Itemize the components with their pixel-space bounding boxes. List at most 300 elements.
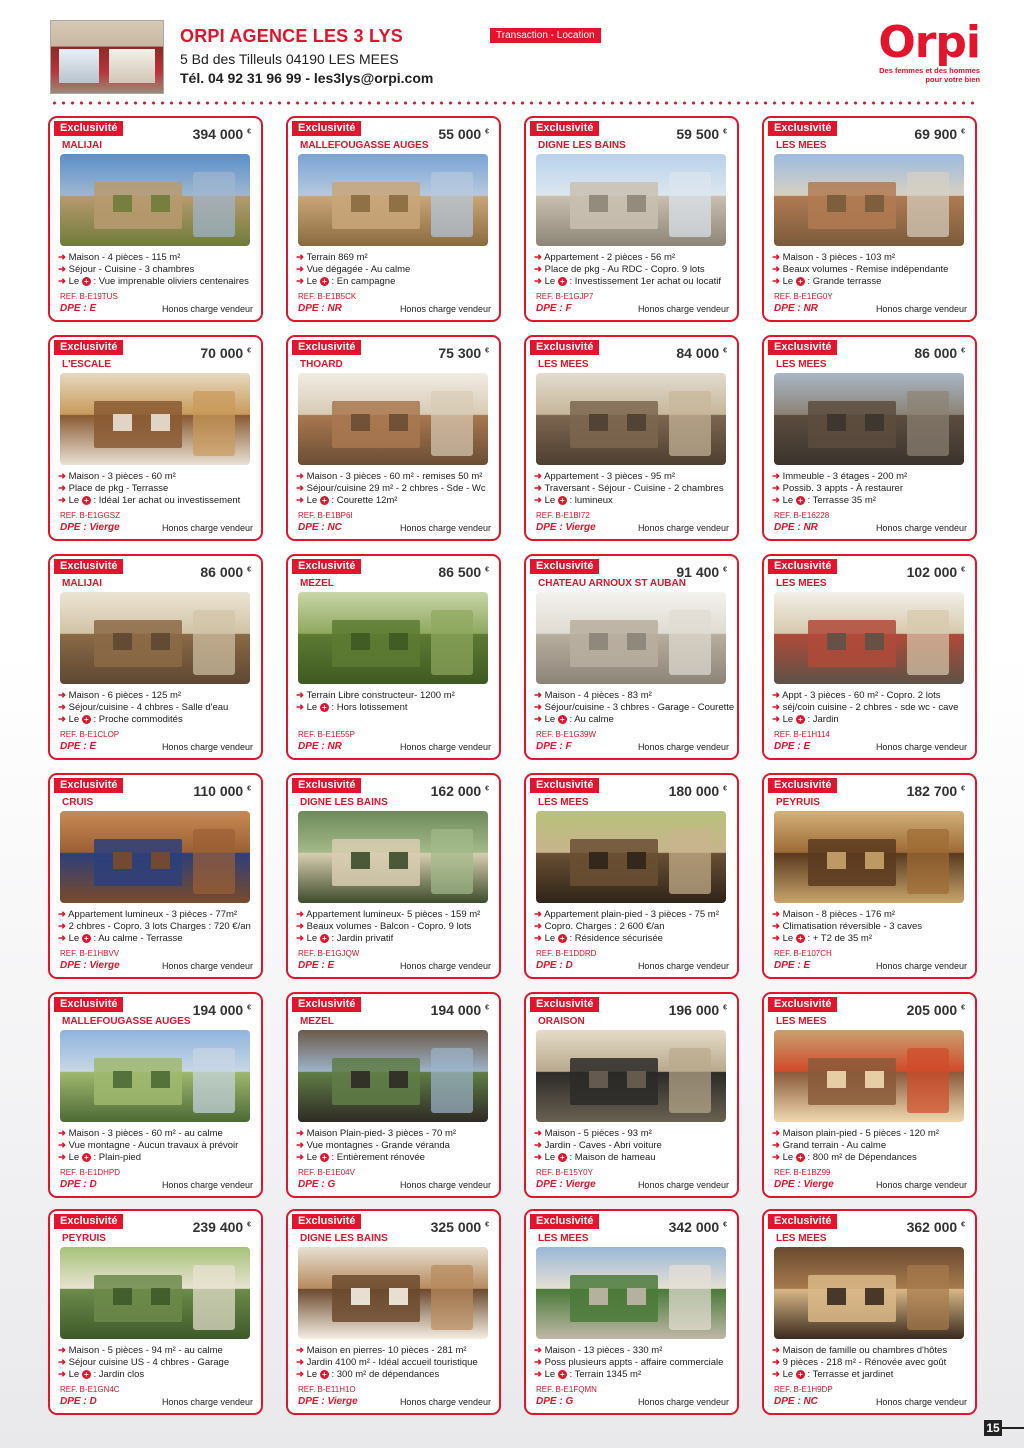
arrow-icon: ➜: [772, 1369, 780, 1380]
feature-text: : Entièrement rénovée: [331, 1152, 425, 1163]
listing-price-value: 102 000: [906, 564, 958, 580]
plus-circle-icon: +: [82, 1153, 91, 1162]
arrow-icon: ➜: [534, 909, 542, 920]
feature-text: : Au calme: [569, 714, 614, 725]
plus-circle-icon: +: [558, 277, 567, 286]
feature-line-1: [534, 909, 719, 920]
listing-price-value: 180 000: [668, 783, 720, 799]
feature-line-2: [534, 921, 665, 932]
feature-text: Maison - 3 pièces - 60 m² - au calme: [68, 1128, 223, 1139]
feature-text: : Hors lotissement: [331, 702, 408, 713]
le-label: Le: [782, 714, 794, 725]
feature-line-2: [58, 702, 228, 713]
exclusivity-badge: Exclusivité: [292, 121, 361, 136]
listing-town: DIGNE LES BAINS: [300, 1233, 388, 1244]
feature-text: : Résidence sécurisée: [569, 933, 663, 944]
listing-card[interactable]: [48, 335, 263, 541]
listing-photo[interactable]: [60, 373, 250, 465]
arrow-icon: ➜: [296, 471, 304, 482]
listing-photo[interactable]: [298, 373, 488, 465]
arrow-icon: ➜: [534, 471, 542, 482]
currency-symbol: €: [485, 1004, 489, 1012]
le-label: Le: [306, 1369, 318, 1380]
listing-town: L'ESCALE: [62, 359, 112, 370]
listing-photo[interactable]: [60, 154, 250, 246]
logo-tagline-1: Des femmes et des hommes: [879, 66, 980, 75]
le-label: Le: [306, 702, 318, 713]
arrow-icon: ➜: [58, 921, 66, 932]
listing-price: [200, 345, 251, 361]
listing-card[interactable]: [286, 992, 501, 1198]
le-label: Le: [544, 933, 556, 944]
listing-price: [669, 1219, 727, 1235]
feature-line-1: [58, 471, 176, 482]
feature-text: : Terrasse 35 m²: [807, 495, 876, 506]
le-label: Le: [782, 933, 794, 944]
feature-text: : Courette 12m²: [331, 495, 398, 506]
le-label: Le: [306, 1152, 318, 1163]
listing-dpe: DPE : Vierge: [60, 522, 120, 533]
currency-symbol: €: [961, 785, 965, 793]
plus-circle-icon: +: [320, 1153, 329, 1162]
feature-text: : En campagne: [331, 276, 396, 287]
feature-line-plus: [296, 1152, 425, 1163]
arrow-icon: ➜: [58, 714, 66, 725]
exclusivity-badge: Exclusivité: [530, 1214, 599, 1229]
listing-price: [907, 564, 965, 580]
orpi-logo: [870, 17, 980, 96]
listing-dpe: DPE : Vierge: [298, 1396, 358, 1407]
feature-line-1: [58, 1345, 223, 1356]
listing-dpe: DPE : E: [774, 741, 811, 752]
exclusivity-badge: Exclusivité: [54, 997, 123, 1012]
feature-text: : Au calme - Terrasse: [93, 933, 183, 944]
feature-text: Séjour/cuisine - 3 chbres - Garage - Courette: [544, 702, 735, 713]
plus-circle-icon: +: [320, 496, 329, 505]
fees-note: Honos charge vendeur: [637, 1397, 729, 1407]
feature-line-1: [534, 252, 675, 263]
feature-line-2: [534, 702, 734, 713]
arrow-icon: ➜: [534, 1357, 542, 1368]
listing-ref: REF. B-E1HBVV: [60, 949, 120, 958]
feature-line-2: [58, 1357, 229, 1368]
feature-text: Séjour cuisine US - 4 chbres - Garage: [68, 1357, 230, 1368]
plus-circle-icon: +: [82, 496, 91, 505]
listing-card[interactable]: [48, 116, 263, 322]
arrow-icon: ➜: [296, 1357, 304, 1368]
feature-text: : + T2 de 35 m²: [807, 933, 872, 944]
listing-photo[interactable]: [60, 1247, 250, 1339]
listing-card[interactable]: [762, 554, 977, 760]
feature-text: Maison - 4 pièces - 83 m²: [544, 690, 652, 701]
plus-circle-icon: +: [558, 496, 567, 505]
listing-dpe: DPE : G: [298, 1179, 336, 1190]
agency-name: ORPI AGENCE LES 3 LYS: [180, 26, 403, 46]
fees-note: Honos charge vendeur: [161, 304, 253, 314]
feature-line-2: [772, 1140, 886, 1151]
listing-photo[interactable]: [536, 154, 726, 246]
logo-tagline-2: pour votre bien: [925, 75, 980, 84]
listing-price: [914, 345, 965, 361]
listing-price: [907, 783, 965, 799]
listing-ref: REF. B-E1G39W: [536, 730, 597, 739]
plus-circle-icon: +: [558, 1370, 567, 1379]
fees-note: Honos charge vendeur: [399, 523, 491, 533]
le-label: Le: [544, 1152, 556, 1163]
feature-text: Immeuble - 3 étages - 200 m²: [782, 471, 908, 482]
feature-text: Séjour/cuisine 29 m² - 2 chbres - Sde - Wc: [306, 483, 486, 494]
listing-card[interactable]: [48, 554, 263, 760]
listing-card[interactable]: [48, 773, 263, 979]
feature-line-1: [772, 690, 941, 701]
plus-circle-icon: +: [558, 934, 567, 943]
arrow-icon: ➜: [534, 714, 542, 725]
currency-symbol: €: [247, 1004, 251, 1012]
listing-town: MALIJAI: [62, 578, 102, 589]
feature-line-plus: [296, 702, 408, 713]
feature-text: Maison - 4 pièces - 115 m²: [68, 252, 181, 263]
feature-line-2: [772, 483, 903, 494]
exclusivity-badge: Exclusivité: [54, 559, 123, 574]
listing-price: [200, 564, 251, 580]
listing-photo[interactable]: [536, 1030, 726, 1122]
feature-line-plus: [772, 1152, 917, 1163]
arrow-icon: ➜: [296, 921, 304, 932]
feature-line-2: [534, 264, 705, 275]
arrow-icon: ➜: [534, 702, 542, 713]
feature-text: Terrain Libre constructeur- 1200 m²: [306, 690, 455, 701]
plus-circle-icon: +: [796, 715, 805, 724]
listing-dpe: DPE : E: [774, 960, 811, 971]
feature-text: Vue montagne - Aucun travaux à prévoir: [68, 1140, 239, 1151]
arrow-icon: ➜: [58, 1140, 66, 1151]
feature-line-2: [534, 483, 724, 494]
listing-price-value: 239 400: [192, 1219, 244, 1235]
feature-line-1: [772, 909, 895, 920]
listing-price-value: 75 300: [438, 345, 482, 361]
listing-town: ORAISON: [538, 1016, 585, 1027]
listing-price-value: 86 000: [200, 564, 244, 580]
listing-price-value: 194 000: [430, 1002, 482, 1018]
feature-text: : Investissement 1er achat ou locatif: [569, 276, 722, 287]
listing-price: [438, 345, 489, 361]
listing-price: [431, 1219, 489, 1235]
fees-note: Honos charge vendeur: [637, 523, 729, 533]
listing-price-value: 55 000: [438, 126, 482, 142]
listing-card[interactable]: [762, 992, 977, 1198]
listing-card[interactable]: [286, 116, 501, 322]
listing-card[interactable]: [48, 992, 263, 1198]
arrow-icon: ➜: [58, 690, 66, 701]
le-label: Le: [782, 276, 794, 287]
exclusivity-badge: Exclusivité: [768, 559, 837, 574]
arrow-icon: ➜: [296, 1140, 304, 1151]
listing-card[interactable]: [524, 554, 739, 760]
arrow-icon: ➜: [58, 1128, 66, 1139]
listing-ref: REF. B-E1H9DP: [774, 1385, 833, 1394]
feature-line-plus: [296, 495, 397, 506]
feature-text: Traversant - Séjour - Cuisine - 2 chambres: [544, 483, 724, 494]
listing-price-value: 394 000: [192, 126, 244, 142]
listing-price-value: 59 500: [676, 126, 720, 142]
feature-line-plus: [58, 495, 240, 506]
listing-dpe: DPE : NR: [774, 303, 818, 314]
listing-ref: REF. B-E1H114: [774, 730, 830, 739]
listing-dpe: DPE : NC: [298, 522, 342, 533]
listing-photo[interactable]: [536, 373, 726, 465]
listing-price: [669, 783, 727, 799]
listing-dpe: DPE : D: [60, 1396, 97, 1407]
page-number: 15: [984, 1420, 1002, 1436]
listing-town: LES MEES: [776, 1016, 827, 1027]
listing-town: MEZEL: [300, 578, 334, 589]
listing-dpe: DPE : NR: [774, 522, 818, 533]
listing-photo[interactable]: [774, 811, 964, 903]
agency-storefront-photo: [50, 20, 164, 94]
listing-card[interactable]: [524, 992, 739, 1198]
listing-price: [669, 1002, 727, 1018]
arrow-icon: ➜: [772, 702, 780, 713]
feature-text: : Vue imprenable oliviers centenaires: [93, 276, 249, 287]
arrow-icon: ➜: [58, 933, 66, 944]
feature-line-1: [772, 471, 907, 482]
listing-dpe: DPE : Vierge: [536, 522, 596, 533]
listing-dpe: DPE : NR: [298, 303, 342, 314]
feature-text: Appartement - 2 pièces - 56 m²: [544, 252, 676, 263]
fees-note: Honos charge vendeur: [637, 742, 729, 752]
fees-note: Honos charge vendeur: [637, 961, 729, 971]
arrow-icon: ➜: [772, 714, 780, 725]
listing-card[interactable]: [286, 554, 501, 760]
arrow-icon: ➜: [296, 276, 304, 287]
plus-circle-icon: +: [82, 715, 91, 724]
listing-dpe: DPE : Vierge: [536, 1179, 596, 1190]
feature-line-2: [296, 921, 471, 932]
currency-symbol: €: [247, 566, 251, 574]
listing-photo[interactable]: [298, 811, 488, 903]
arrow-icon: ➜: [296, 1369, 304, 1380]
feature-line-1: [534, 690, 652, 701]
listing-card[interactable]: [762, 773, 977, 979]
listing-card[interactable]: [48, 1209, 263, 1415]
arrow-icon: ➜: [296, 933, 304, 944]
listing-ref: REF. B-E19TUS: [60, 292, 118, 301]
listing-photo[interactable]: [536, 811, 726, 903]
listing-card[interactable]: [524, 773, 739, 979]
feature-text: Poss plusieurs appts - affaire commerciale: [544, 1357, 724, 1368]
feature-line-plus: [58, 933, 183, 944]
listing-price: [676, 126, 727, 142]
listing-town: LES MEES: [776, 359, 827, 370]
listing-card[interactable]: [762, 335, 977, 541]
feature-text: : Proche commodités: [93, 714, 183, 725]
feature-text: : Maison de hameau: [569, 1152, 656, 1163]
exclusivity-badge: Exclusivité: [530, 121, 599, 136]
arrow-icon: ➜: [534, 690, 542, 701]
exclusivity-badge: Exclusivité: [768, 778, 837, 793]
arrow-icon: ➜: [296, 1128, 304, 1139]
exclusivity-badge: Exclusivité: [54, 1214, 123, 1229]
plus-circle-icon: +: [82, 1370, 91, 1379]
arrow-icon: ➜: [534, 276, 542, 287]
feature-text: Appartement - 3 pièces - 95 m²: [544, 471, 676, 482]
feature-text: Vue dégagée - Au calme: [306, 264, 411, 275]
listing-card[interactable]: [286, 335, 501, 541]
listing-photo[interactable]: [536, 592, 726, 684]
arrow-icon: ➜: [534, 933, 542, 944]
arrow-icon: ➜: [534, 1345, 542, 1356]
le-label: Le: [306, 495, 318, 506]
listing-dpe: DPE : E: [60, 741, 97, 752]
le-label: Le: [544, 276, 556, 287]
feature-line-2: [58, 921, 251, 932]
feature-text: Possib. 3 appts - À restaurer: [782, 483, 903, 494]
le-label: Le: [782, 1369, 794, 1380]
le-label: Le: [544, 495, 556, 506]
feature-text: : Terrasse et jardinet: [807, 1369, 894, 1380]
fees-note: Honos charge vendeur: [161, 523, 253, 533]
exclusivity-badge: Exclusivité: [292, 1214, 361, 1229]
listing-card[interactable]: [762, 116, 977, 322]
listing-photo[interactable]: [60, 1030, 250, 1122]
fees-note: Honos charge vendeur: [875, 304, 967, 314]
listing-photo[interactable]: [298, 154, 488, 246]
arrow-icon: ➜: [772, 264, 780, 275]
feature-line-1: [296, 690, 455, 701]
fees-note: Honos charge vendeur: [875, 523, 967, 533]
feature-line-1: [534, 1128, 652, 1139]
le-label: Le: [306, 276, 318, 287]
feature-text: Séjour/cuisine - 4 chbres - Salle d'eau: [68, 702, 229, 713]
listing-town: PEYRUIS: [776, 797, 820, 808]
listing-photo[interactable]: [298, 1030, 488, 1122]
feature-line-plus: [534, 714, 614, 725]
currency-symbol: €: [723, 128, 727, 136]
le-label: Le: [68, 495, 80, 506]
plus-circle-icon: +: [558, 1153, 567, 1162]
listing-ref: REF. B-E1E55P: [298, 730, 355, 739]
arrow-icon: ➜: [772, 1152, 780, 1163]
arrow-icon: ➜: [58, 276, 66, 287]
plus-circle-icon: +: [796, 1370, 805, 1379]
listing-town: LES MEES: [776, 1233, 827, 1244]
listing-price: [193, 1219, 251, 1235]
listing-card[interactable]: [286, 1209, 501, 1415]
le-label: Le: [782, 1152, 794, 1163]
feature-line-1: [772, 252, 895, 263]
listing-town: MALLEFOUGASSE AUGES: [300, 140, 429, 151]
listing-town: THOARD: [300, 359, 343, 370]
feature-line-1: [296, 909, 480, 920]
listing-photo[interactable]: [774, 154, 964, 246]
feature-text: : lumineux: [569, 495, 613, 506]
listing-photo[interactable]: [298, 592, 488, 684]
exclusivity-badge: Exclusivité: [768, 121, 837, 136]
currency-symbol: €: [723, 1004, 727, 1012]
listing-card[interactable]: [762, 1209, 977, 1415]
feature-text: Grand terrain - Au calme: [782, 1140, 887, 1151]
feature-text: Place de pkg - Terrasse: [68, 483, 169, 494]
feature-line-1: [534, 1345, 662, 1356]
listing-price: [438, 126, 489, 142]
fees-note: Honos charge vendeur: [399, 1180, 491, 1190]
listing-town: DIGNE LES BAINS: [538, 140, 626, 151]
feature-line-plus: [772, 495, 876, 506]
arrow-icon: ➜: [772, 1128, 780, 1139]
listing-price: [193, 783, 251, 799]
feature-line-1: [772, 1345, 947, 1356]
listing-card[interactable]: [524, 1209, 739, 1415]
exclusivity-badge: Exclusivité: [530, 997, 599, 1012]
listing-price-value: 84 000: [676, 345, 720, 361]
listing-price-value: 91 400: [676, 564, 720, 580]
listing-price-value: 86 000: [914, 345, 958, 361]
listing-card[interactable]: [524, 116, 739, 322]
feature-text: Appartement lumineux - 3 pièces - 77m²: [68, 909, 238, 920]
listing-town: LES MEES: [776, 578, 827, 589]
listing-photo[interactable]: [298, 1247, 488, 1339]
listing-card[interactable]: [286, 773, 501, 979]
arrow-icon: ➜: [58, 1152, 66, 1163]
arrow-icon: ➜: [58, 471, 66, 482]
feature-line-1: [58, 252, 180, 263]
feature-line-1: [296, 471, 482, 482]
plus-circle-icon: +: [82, 277, 91, 286]
feature-line-2: [58, 264, 194, 275]
le-label: Le: [68, 1369, 80, 1380]
feature-line-plus: [534, 276, 721, 287]
listing-photo[interactable]: [774, 1247, 964, 1339]
listing-town: PEYRUIS: [62, 1233, 106, 1244]
feature-line-2: [296, 483, 486, 494]
feature-text: Maison - 13 pièces - 330 m²: [544, 1345, 663, 1356]
listing-town: CRUIS: [62, 797, 94, 808]
currency-symbol: €: [247, 128, 251, 136]
listing-dpe: DPE : NR: [298, 741, 342, 752]
listing-price: [914, 126, 965, 142]
feature-text: Maison en pierres- 10 pièces - 281 m²: [306, 1345, 467, 1356]
listing-price-value: 325 000: [430, 1219, 482, 1235]
feature-line-2: [534, 1140, 662, 1151]
exclusivity-badge: Exclusivité: [54, 121, 123, 136]
fees-note: Honos charge vendeur: [161, 1397, 253, 1407]
feature-line-2: [772, 264, 948, 275]
arrow-icon: ➜: [58, 1345, 66, 1356]
listing-price-value: 70 000: [200, 345, 244, 361]
listing-card[interactable]: [524, 335, 739, 541]
plus-circle-icon: +: [796, 934, 805, 943]
listing-photo[interactable]: [60, 592, 250, 684]
listing-dpe: DPE : D: [536, 960, 573, 971]
listing-price-value: 182 700: [906, 783, 958, 799]
listing-photo[interactable]: [536, 1247, 726, 1339]
arrow-icon: ➜: [534, 495, 542, 506]
arrow-icon: ➜: [772, 276, 780, 287]
feature-line-1: [58, 909, 237, 920]
currency-symbol: €: [485, 785, 489, 793]
arrow-icon: ➜: [296, 1152, 304, 1163]
exclusivity-badge: Exclusivité: [292, 997, 361, 1012]
arrow-icon: ➜: [296, 264, 304, 275]
listing-photo[interactable]: [60, 811, 250, 903]
listing-photo[interactable]: [774, 592, 964, 684]
currency-symbol: €: [247, 785, 251, 793]
listing-photo[interactable]: [774, 373, 964, 465]
feature-line-1: [296, 1345, 467, 1356]
listing-photo[interactable]: [774, 1030, 964, 1122]
feature-text: : Jardin clos: [93, 1369, 145, 1380]
arrow-icon: ➜: [58, 1369, 66, 1380]
